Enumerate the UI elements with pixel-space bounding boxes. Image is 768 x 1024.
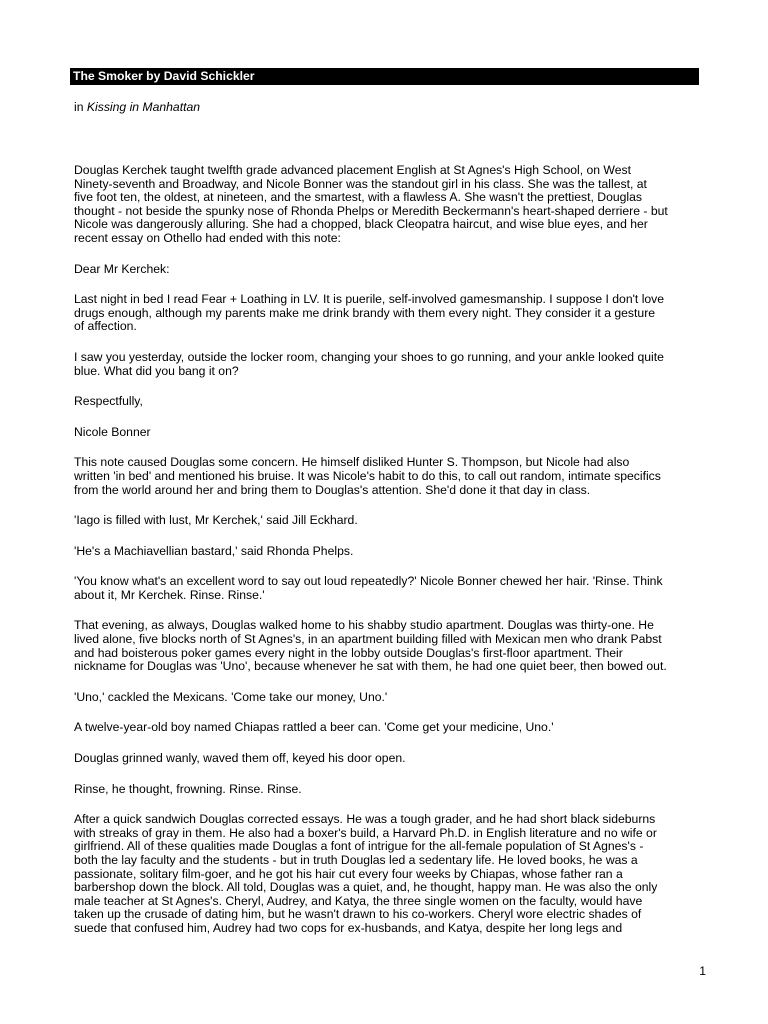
- text-line: taken up the crusade of dating him, but he wasn't drawn to his co-workers. Cheryl wore electric shades of: [74, 907, 642, 922]
- text-line: Douglas grinned wanly, waved them off, keyed his door open.: [74, 751, 406, 766]
- paragraph: [74, 721, 714, 735]
- document-title: The Smoker by David Schickler: [70, 68, 699, 85]
- text-line: male teacher at St Agnes's. Cheryl, Audrey, and Katya, the three single women on the faculty, would have: [74, 893, 643, 908]
- text-line: passionate, solitary film-goer, and he got his hair cut every four weeks by Chiapas, whose father ran a: [74, 866, 623, 881]
- paragraph: [74, 752, 714, 766]
- text-line: I saw you yesterday, outside the locker room, changing your shoes to go running, and your ankle looked quite: [74, 349, 664, 364]
- paragraph: [74, 426, 714, 440]
- text-line: 'You know what's an excellent word to say out loud repeatedly?' Nicole Bonner chewed her hair. 'Rinse. Think: [74, 574, 663, 589]
- text-line: barbershop down the block. All told, Douglas was a quiet, and, he thought, happy man. He was also the only: [74, 880, 658, 895]
- text-line: suede that confused him, Audrey had two cops for ex-husbands, and Katya, despite her long legs and: [74, 920, 623, 935]
- text-line: After a quick sandwich Douglas corrected essays. He was a tough grader, and he had short black sideburns: [74, 812, 656, 827]
- text-line: This note caused Douglas some concern. He himself disliked Hunter S. Thompson, but Nicole had also: [74, 455, 630, 470]
- text-line: and had boisterous poker games every night in the lobby outside Douglas's first-floor apartment. Their: [74, 645, 623, 660]
- text-line: five foot ten, the oldest, at nineteen, and the smartest, with a flawless A. She wasn't the prettiest, Douglas: [74, 190, 643, 205]
- text-line: written 'in bed' and mentioned his bruise. It was Nicole's habit to do this, to call out random, intimate specifics: [74, 468, 661, 483]
- text-line: Respectfully,: [74, 394, 143, 409]
- paragraph: [74, 351, 714, 378]
- text-line: both the lay faculty and the students - but in truth Douglas led a sedentary life. He loved books, he was a: [74, 853, 638, 867]
- text-line: Nicole Bonner: [74, 424, 151, 439]
- paragraph: [74, 456, 714, 497]
- document-body: [74, 164, 714, 953]
- source-prefix: in: [74, 100, 84, 114]
- paragraph: [74, 263, 714, 277]
- text-line: recent essay on Othello had ended with this note:: [74, 230, 341, 245]
- text-line: blue. What did you bang it on?: [74, 363, 239, 378]
- paragraph: [74, 395, 714, 409]
- text-line: Douglas Kerchek taught twelfth grade advanced placement English at St Agnes's High School, on West: [74, 163, 631, 177]
- paragraph: [74, 783, 714, 797]
- text-line: A twelve-year-old boy named Chiapas rattled a beer can. 'Come get your medicine, Uno.': [74, 720, 554, 735]
- text-line: from the world around her and bring them to Douglas's attention. She'd done it that day in class.: [74, 482, 591, 497]
- text-line: Nicole was dangerously alluring. She had a chopped, black Cleopatra haircut, and wise blue eyes, and her: [74, 217, 648, 232]
- paragraph: [74, 575, 714, 602]
- text-line: Ninety-seventh and Broadway, and Nicole Bonner was the standout girl in his class. She was the tallest, at: [74, 176, 647, 191]
- text-line: with streaks of gray in them. He also had a boxer's build, a Harvard Ph.D. in English literature and no wife or: [74, 825, 657, 840]
- text-line: girlfriend. All of these qualities made Douglas a font of intrigue for the all-female population of St Agnes's -: [74, 839, 644, 854]
- text-line: Last night in bed I read Fear + Loathing in LV. It is puerile, self-involved gamesmanship. I suppose I don't love: [74, 292, 665, 307]
- source-line: [74, 100, 200, 115]
- text-line: of affection.: [74, 319, 137, 334]
- page-number: 1: [699, 964, 706, 978]
- paragraph: [74, 293, 714, 334]
- text-line: 'Uno,' cackled the Mexicans. 'Come take our money, Uno.': [74, 689, 388, 704]
- text-line: thought - not beside the spunky nose of Rhonda Phelps or Meredith Beckermann's heart-shaped derriere - but: [74, 203, 668, 218]
- paragraph: [74, 514, 714, 528]
- text-line: nickname for Douglas was 'Uno', because whenever he sat with them, he had one quiet beer, then bowed out.: [74, 659, 667, 674]
- text-line: 'He's a Machiavellian bastard,' said Rhonda Phelps.: [74, 543, 354, 558]
- paragraph: [74, 164, 714, 246]
- paragraph: [74, 619, 714, 673]
- paragraph: [74, 545, 714, 559]
- text-line: 'Iago is filled with lust, Mr Kerchek,' said Jill Eckhard.: [74, 513, 358, 528]
- source-title: Kissing in Manhattan: [86, 100, 201, 114]
- text-line: Dear Mr Kerchek:: [74, 261, 170, 276]
- text-line: That evening, as always, Douglas walked home to his shabby studio apartment. Douglas was thirty-one. He: [74, 618, 654, 633]
- text-line: lived alone, five blocks north of St Agnes's, in an apartment building filled with Mexican men who drank Pabst: [74, 632, 662, 647]
- text-line: about it, Mr Kerchek. Rinse. Rinse.': [74, 587, 265, 602]
- paragraph: [74, 691, 714, 705]
- text-line: drugs enough, although my parents make me drink brandy with them every night. They consider it a gesture: [74, 305, 656, 320]
- text-line: Rinse, he thought, frowning. Rinse. Rinse.: [74, 781, 302, 796]
- paragraph: [74, 813, 714, 935]
